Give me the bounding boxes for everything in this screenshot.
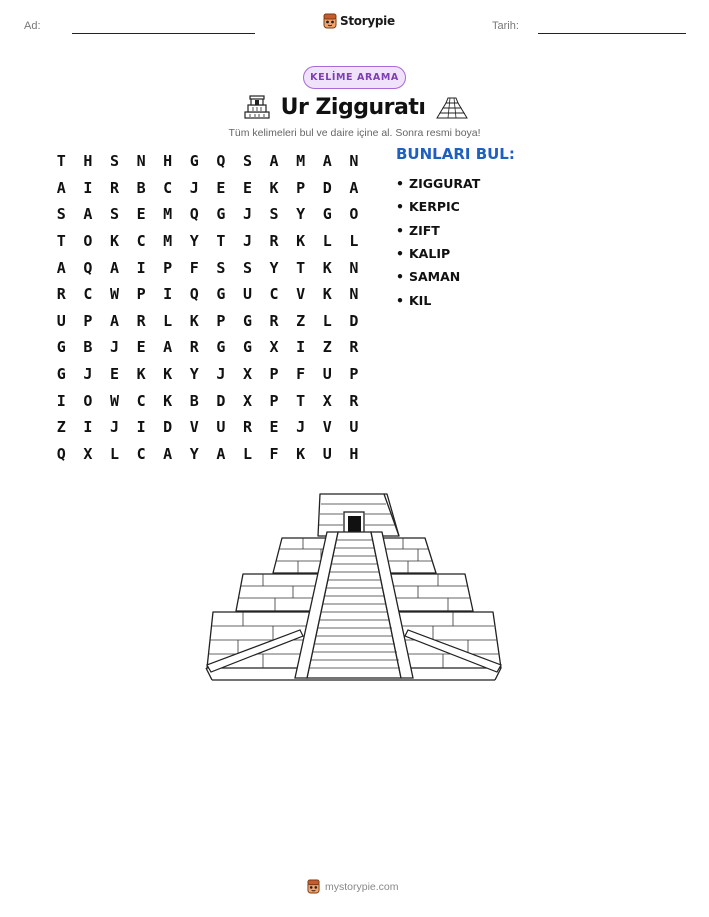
- grid-cell[interactable]: O: [83, 391, 93, 410]
- grid-cell[interactable]: K: [109, 232, 119, 251]
- grid-row: [48, 387, 368, 414]
- grid-cell[interactable]: A: [163, 338, 173, 357]
- grid-cell[interactable]: U: [322, 444, 332, 463]
- grid-cell[interactable]: E: [109, 365, 119, 384]
- wordbank-word: SAMAN: [409, 269, 461, 285]
- grid-cell[interactable]: C: [163, 178, 173, 197]
- grid-cell[interactable]: F: [296, 365, 306, 384]
- grid-cell[interactable]: R: [56, 285, 66, 304]
- bullet: •: [396, 269, 404, 285]
- grid-cell[interactable]: M: [296, 152, 306, 171]
- grid-cell[interactable]: L: [163, 311, 173, 330]
- grid-cell[interactable]: I: [136, 418, 146, 437]
- grid-cell[interactable]: F: [189, 258, 199, 277]
- grid-cell[interactable]: A: [56, 258, 66, 277]
- grid-cell[interactable]: D: [322, 178, 332, 197]
- footer-url[interactable]: mystorypie.com: [325, 880, 399, 893]
- grid-cell[interactable]: Q: [189, 285, 199, 304]
- grid-cell[interactable]: T: [56, 152, 66, 171]
- grid-row: [48, 228, 368, 255]
- grid-cell[interactable]: P: [163, 258, 173, 277]
- grid-cell[interactable]: X: [322, 391, 332, 410]
- bullet: •: [396, 246, 404, 262]
- grid-cell[interactable]: T: [296, 258, 306, 277]
- grid-cell[interactable]: X: [242, 391, 252, 410]
- grid-cell[interactable]: J: [216, 365, 226, 384]
- grid-cell[interactable]: U: [242, 285, 252, 304]
- grid-cell[interactable]: N: [136, 152, 146, 171]
- grid-cell[interactable]: J: [296, 418, 306, 437]
- grid-cell[interactable]: T: [296, 391, 306, 410]
- grid-row: [48, 281, 368, 308]
- bullet: •: [396, 176, 404, 192]
- grid-cell[interactable]: O: [349, 205, 359, 224]
- grid-cell[interactable]: R: [189, 338, 199, 357]
- grid-cell[interactable]: I: [296, 338, 306, 357]
- wordbank-item: [396, 265, 480, 288]
- grid-cell[interactable]: R: [136, 311, 146, 330]
- grid-cell[interactable]: C: [136, 444, 146, 463]
- grid-cell[interactable]: U: [349, 418, 359, 437]
- grid-cell[interactable]: U: [56, 311, 66, 330]
- grid-cell[interactable]: C: [136, 391, 146, 410]
- grid-cell[interactable]: W: [109, 391, 119, 410]
- grid-cell[interactable]: D: [216, 391, 226, 410]
- grid-cell[interactable]: I: [163, 285, 173, 304]
- grid-cell[interactable]: F: [269, 444, 279, 463]
- grid-cell[interactable]: N: [349, 285, 359, 304]
- grid-cell[interactable]: G: [242, 338, 252, 357]
- grid-row: [48, 201, 368, 228]
- grid-cell[interactable]: Q: [83, 258, 93, 277]
- grid-cell[interactable]: K: [269, 178, 279, 197]
- grid-cell[interactable]: K: [322, 285, 332, 304]
- grid-cell[interactable]: M: [163, 232, 173, 251]
- grid-row: [48, 414, 368, 441]
- grid-cell[interactable]: Q: [216, 152, 226, 171]
- grid-cell[interactable]: H: [349, 444, 359, 463]
- wordbank-item: [396, 219, 480, 242]
- grid-cell[interactable]: G: [56, 365, 66, 384]
- activity-badge: KELİME ARAMA: [303, 66, 406, 89]
- grid-cell[interactable]: I: [83, 178, 93, 197]
- wordbank-item: [396, 288, 480, 311]
- grid-cell[interactable]: J: [242, 232, 252, 251]
- grid-cell[interactable]: C: [269, 285, 279, 304]
- grid-cell[interactable]: P: [296, 178, 306, 197]
- grid-cell[interactable]: Y: [189, 232, 199, 251]
- grid-cell[interactable]: K: [189, 311, 199, 330]
- grid-cell[interactable]: I: [83, 418, 93, 437]
- grid-cell[interactable]: Z: [56, 418, 66, 437]
- grid-cell[interactable]: P: [83, 311, 93, 330]
- instructions: Tüm kelimeleri bul ve daire içine al. Sonra resmi boya!: [228, 127, 481, 139]
- grid-cell[interactable]: U: [216, 418, 226, 437]
- grid-row: [48, 308, 368, 335]
- grid-row: [48, 148, 368, 175]
- bullet: •: [396, 199, 404, 215]
- grid-cell[interactable]: V: [296, 285, 306, 304]
- grid-cell[interactable]: R: [349, 391, 359, 410]
- grid-cell[interactable]: B: [189, 391, 199, 410]
- grid-cell[interactable]: S: [242, 258, 252, 277]
- grid-cell[interactable]: L: [322, 311, 332, 330]
- grid-cell[interactable]: K: [163, 391, 173, 410]
- grid-cell[interactable]: A: [322, 152, 332, 171]
- grid-cell[interactable]: J: [83, 365, 93, 384]
- grid-row: [48, 175, 368, 202]
- grid-row: [48, 441, 368, 468]
- date-line[interactable]: [538, 33, 686, 34]
- grid-cell[interactable]: J: [242, 205, 252, 224]
- grid-cell[interactable]: G: [322, 205, 332, 224]
- footer: [307, 879, 399, 894]
- grid-cell[interactable]: A: [109, 258, 119, 277]
- grid-cell[interactable]: A: [56, 178, 66, 197]
- grid-row: [48, 334, 368, 361]
- bullet: •: [396, 222, 404, 238]
- grid-cell[interactable]: L: [322, 232, 332, 251]
- grid-cell[interactable]: Y: [189, 444, 199, 463]
- grid-cell[interactable]: G: [242, 311, 252, 330]
- grid-cell[interactable]: G: [56, 338, 66, 357]
- grid-cell[interactable]: A: [163, 444, 173, 463]
- wordbank-item: [396, 242, 480, 265]
- grid-cell[interactable]: H: [83, 152, 93, 171]
- grid-cell[interactable]: A: [83, 205, 93, 224]
- grid-cell[interactable]: B: [83, 338, 93, 357]
- grid-cell[interactable]: L: [242, 444, 252, 463]
- title-row: [236, 92, 476, 122]
- wordbank-word: KIL: [409, 292, 432, 308]
- storypie-mascot-icon: [307, 879, 320, 894]
- grid-cell[interactable]: P: [216, 311, 226, 330]
- grid-cell[interactable]: A: [349, 178, 359, 197]
- grid-cell[interactable]: K: [296, 232, 306, 251]
- grid-cell[interactable]: T: [56, 232, 66, 251]
- grid-cell[interactable]: N: [349, 258, 359, 277]
- storypie-mascot-icon: [323, 13, 337, 29]
- grid-cell[interactable]: Y: [269, 258, 279, 277]
- grid-cell[interactable]: P: [269, 365, 279, 384]
- date-label: Tarih:: [492, 20, 519, 32]
- grid-cell[interactable]: V: [322, 418, 332, 437]
- grid-cell[interactable]: C: [83, 285, 93, 304]
- grid-cell[interactable]: J: [109, 338, 119, 357]
- grid-cell[interactable]: O: [83, 232, 93, 251]
- grid-row: [48, 361, 368, 388]
- grid-cell[interactable]: K: [136, 365, 146, 384]
- grid-cell[interactable]: Y: [296, 205, 306, 224]
- grid-cell[interactable]: H: [163, 152, 173, 171]
- grid-cell[interactable]: S: [269, 205, 279, 224]
- grid-cell[interactable]: K: [322, 258, 332, 277]
- grid-cell[interactable]: G: [189, 152, 199, 171]
- grid-cell[interactable]: S: [216, 258, 226, 277]
- grid-cell[interactable]: J: [189, 178, 199, 197]
- step-pyramid-icon: [435, 94, 469, 120]
- grid-cell[interactable]: U: [322, 365, 332, 384]
- grid-cell[interactable]: D: [349, 311, 359, 330]
- ziggurat-temple-icon: [243, 94, 271, 120]
- grid-cell[interactable]: G: [216, 285, 226, 304]
- wordbank-list: [396, 172, 480, 312]
- grid-cell[interactable]: K: [163, 365, 173, 384]
- grid-cell[interactable]: B: [136, 178, 146, 197]
- grid-cell[interactable]: P: [349, 365, 359, 384]
- brand-logo: [323, 13, 395, 29]
- grid-cell[interactable]: Z: [322, 338, 332, 357]
- grid-cell[interactable]: A: [269, 152, 279, 171]
- bullet: •: [396, 292, 404, 308]
- page-title: Ur Zigguratı: [280, 94, 426, 120]
- grid-cell[interactable]: A: [216, 444, 226, 463]
- name-line[interactable]: [72, 33, 255, 34]
- grid-cell[interactable]: E: [136, 338, 146, 357]
- name-label: Ad:: [24, 20, 41, 32]
- grid-cell[interactable]: J: [109, 418, 119, 437]
- letter-grid[interactable]: [48, 148, 368, 467]
- grid-cell[interactable]: G: [216, 205, 226, 224]
- grid-cell[interactable]: E: [269, 418, 279, 437]
- grid-cell[interactable]: S: [242, 152, 252, 171]
- grid-cell[interactable]: K: [296, 444, 306, 463]
- grid-cell[interactable]: S: [109, 152, 119, 171]
- wordbank-title: BUNLARI BUL:: [396, 145, 515, 163]
- grid-cell[interactable]: P: [136, 285, 146, 304]
- grid-cell[interactable]: M: [163, 205, 173, 224]
- grid-cell[interactable]: X: [269, 338, 279, 357]
- wordbank-word: ZIFT: [409, 222, 440, 238]
- grid-cell[interactable]: Q: [56, 444, 66, 463]
- grid-cell[interactable]: I: [56, 391, 66, 410]
- grid-cell[interactable]: X: [83, 444, 93, 463]
- grid-cell[interactable]: L: [109, 444, 119, 463]
- grid-cell[interactable]: S: [56, 205, 66, 224]
- grid-cell[interactable]: E: [136, 205, 146, 224]
- grid-cell[interactable]: R: [242, 418, 252, 437]
- wordbank-word: KERPIC: [409, 199, 460, 215]
- grid-cell[interactable]: G: [216, 338, 226, 357]
- grid-cell[interactable]: N: [349, 152, 359, 171]
- grid-cell[interactable]: Q: [189, 205, 199, 224]
- grid-cell[interactable]: W: [109, 285, 119, 304]
- brand-name: Storypie: [340, 14, 395, 28]
- grid-cell[interactable]: Y: [189, 365, 199, 384]
- grid-cell[interactable]: R: [349, 338, 359, 357]
- grid-cell[interactable]: X: [242, 365, 252, 384]
- wordbank-item: [396, 195, 480, 218]
- wordbank-word: KALIP: [409, 246, 451, 262]
- grid-row: [48, 254, 368, 281]
- grid-cell[interactable]: P: [269, 391, 279, 410]
- grid-cell[interactable]: V: [189, 418, 199, 437]
- grid-cell[interactable]: I: [136, 258, 146, 277]
- grid-cell[interactable]: Z: [296, 311, 306, 330]
- grid-cell[interactable]: T: [216, 232, 226, 251]
- grid-cell[interactable]: S: [109, 205, 119, 224]
- grid-cell[interactable]: D: [163, 418, 173, 437]
- grid-cell[interactable]: R: [269, 311, 279, 330]
- wordbank-word: ZIGGURAT: [409, 176, 481, 192]
- grid-cell[interactable]: L: [349, 232, 359, 251]
- grid-cell[interactable]: R: [109, 178, 119, 197]
- wordbank-item: [396, 172, 480, 195]
- grid-cell[interactable]: C: [136, 232, 146, 251]
- grid-cell[interactable]: E: [216, 178, 226, 197]
- grid-cell[interactable]: E: [242, 178, 252, 197]
- ziggurat-coloring-illustration[interactable]: [203, 490, 505, 685]
- grid-cell[interactable]: A: [109, 311, 119, 330]
- grid-cell[interactable]: R: [269, 232, 279, 251]
